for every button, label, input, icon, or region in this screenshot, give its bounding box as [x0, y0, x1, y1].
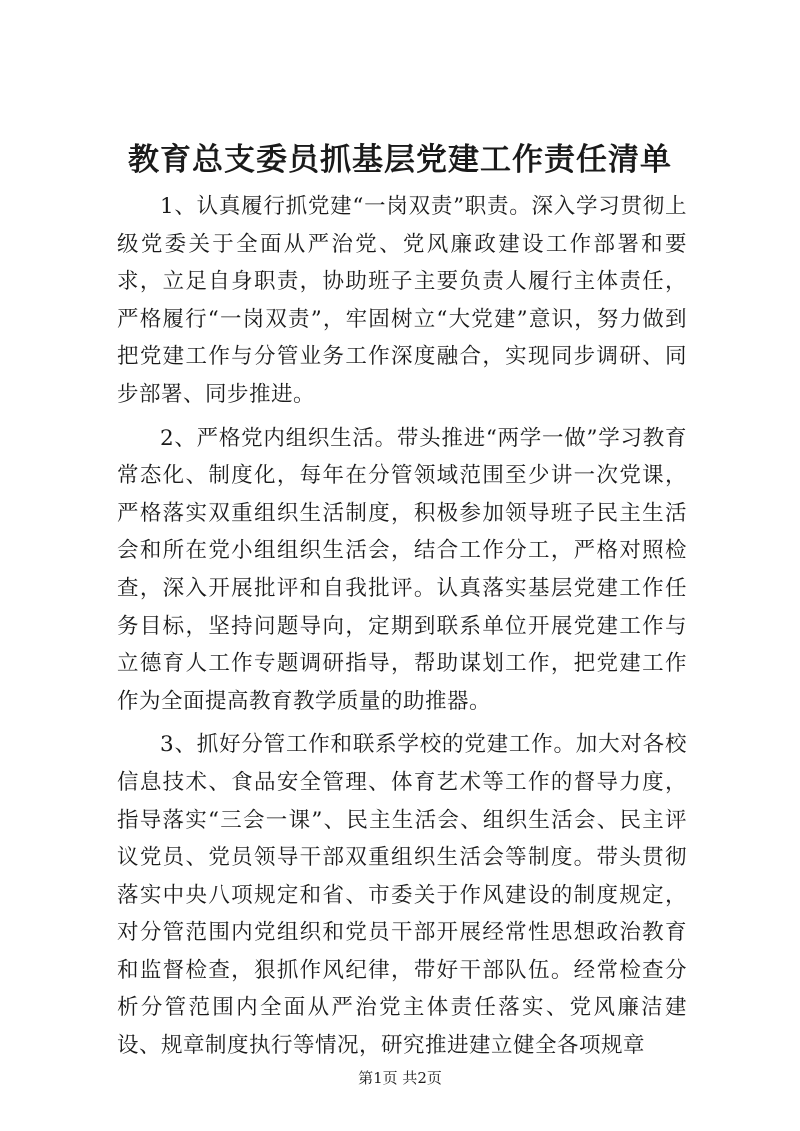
paragraph-3: 3、抓好分管工作和联系学校的党建工作。加大对各校信息技术、食品安全管理、体育艺术等工作的督导力度，指导落实“三会一课”、民主生活会、组织生活会、民主评议党员、党员领导干部双重组织生活会等制度。带头贯彻落实中央八项规定和省、市委关于作风建设的制度规定，对分管范围内党组织和党员干部开展经常性思想政治教育和监督检查，狠抓作风纪律，带好干部队伍。经常检查分析分管范围内全面从严治党主体责任落实、党风廉洁建设、规章制度执行等情况，研究推进建立健全各项规章: [117, 732, 687, 1059]
paragraph-1: 1、认真履行抓党建“一岗双责”职责。深入学习贯彻上级党委关于全面从严治党、党风廉政建设工作部署和要求，立足自身职责，协助班子主要负责人履行主体责任，严格履行“一岗双责”，牢固树立“大党建”意识，努力做到把党建工作与分管业务工作深度融合，实现同步调研、同步部署、同步推进。: [117, 194, 687, 407]
page-number: 第1页 共2页: [358, 1069, 442, 1087]
document-title: 教育总支委员抓基层党建工作责任清单: [128, 142, 672, 178]
document-body: [117, 188, 687, 1071]
paragraph-2: 2、严格党内组织生活。带头推进“两学一做”学习教育常态化、制度化，每年在分管领域范围至少讲一次党课，严格落实双重组织生活制度，积极参加领导班子民主生活会和所在党小组组织生活会，结合工作分工，严格对照检查，深入开展批评和自我批评。认真落实基层党建工作任务目标，坚持问题导向，定期到联系单位开展党建工作与立德育人工作专题调研指导，帮助谋划工作，把党建工作作为全面提高教育教学质量的助推器。: [117, 425, 687, 714]
